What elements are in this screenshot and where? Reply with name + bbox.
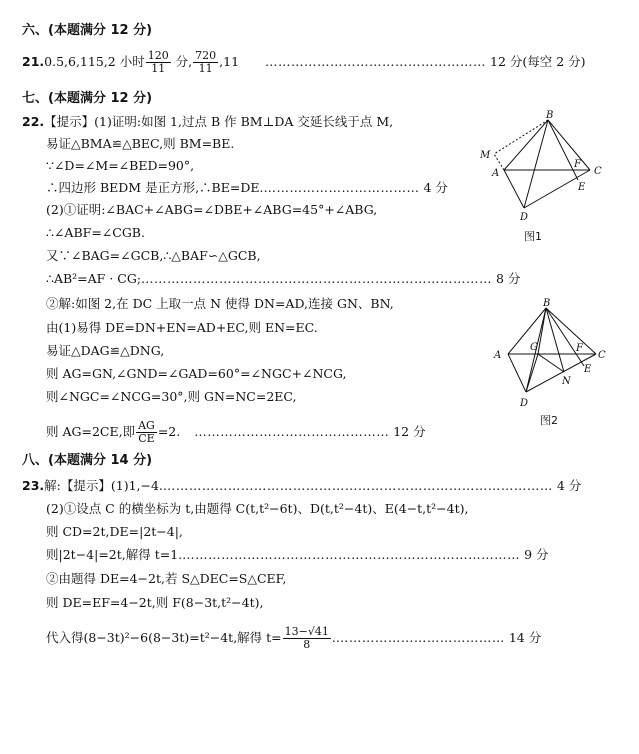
fig2-segment-be: [546, 308, 584, 366]
fig1-label-f: F: [574, 159, 581, 170]
fig1-label-e: E: [578, 182, 586, 193]
q22-line-1: [22, 113, 393, 131]
q22-score-14: 12 分: [389, 424, 426, 439]
question-21-line: [22, 50, 586, 75]
q22-text-8: ∴AB²=AF · CG;: [46, 271, 142, 286]
fig2-segment-bg: [538, 308, 546, 354]
q22-line-10: 由(1)易得 DE=DN+EN=AD+EC,则 EN=EC.: [46, 320, 318, 335]
q21-fraction-1-tail: 分,: [171, 54, 193, 69]
fig2-label-d: D: [520, 398, 529, 409]
q23-line-1: [22, 477, 581, 495]
fig2-label-b: B: [543, 298, 551, 309]
q23-text-7b: .: [331, 630, 336, 645]
q23-leader-dots-4: ……………………………………………………………………: [182, 547, 521, 562]
q22-score-8: 8 分: [492, 271, 521, 286]
q22-text-4: ∴四边形 BEDM 是正方形,∴BE=DE.: [46, 180, 264, 195]
q23-score-1: 4 分: [552, 478, 582, 493]
figure-2-caption: 图2: [540, 414, 558, 427]
q21-fraction-1-denominator: 11: [151, 62, 166, 75]
q23-score-4: 9 分: [520, 547, 549, 562]
q21-score: 12 分(每空 2 分): [486, 54, 586, 69]
q23-line-2: (2)①设点 C 的横坐标为 t,由题得 C(t,t²−6t)、D(t,t²−4t)、E(4−t,t²−4t),: [46, 501, 469, 516]
q23-line-4: [46, 546, 549, 564]
fig2-label-e: E: [584, 364, 592, 375]
q22-leader-dots-8: ………………………………………………………………………: [141, 271, 493, 286]
question-23-number: 23.: [22, 478, 45, 493]
question-21-number: 21.: [22, 54, 45, 69]
q23-line-6: 则 DE=EF=4−2t,则 F(8−3t,t²−4t),: [46, 595, 264, 610]
fig1-label-d: D: [520, 212, 529, 223]
question-22-number: 22.: [22, 114, 45, 129]
q23-leader-dots-1: ………………………………………………………………………………: [162, 478, 553, 493]
fig1-label-c: C: [594, 166, 602, 177]
q22-text-14b: =2.: [157, 424, 181, 439]
q22-text-1: 【提示】(1)证明:如图 1,过点 B 作 BM⊥DA 交延长线于点 M,: [44, 114, 394, 129]
fig2-label-a: A: [494, 350, 502, 361]
q22-line-11: 易证△DAG≌△DNG,: [46, 343, 165, 358]
geometry-figure-1: [474, 110, 614, 230]
q21-leader-dots: ……………………………………………: [265, 54, 487, 69]
fig2-segment-bn: [546, 308, 564, 372]
q22-line-4: [46, 179, 448, 197]
q23-score-7: 14 分: [504, 630, 542, 645]
q21-answers-b: ,11: [219, 54, 240, 69]
q21-fraction-1-numerator: 120: [147, 49, 169, 62]
section-7-heading: 七、(本题满分 12 分): [22, 91, 153, 106]
fig2-segment-bc: [546, 308, 596, 354]
q23-fraction: [283, 626, 331, 651]
q22-line-14: [46, 420, 426, 445]
section-8-heading: 八、(本题满分 14 分): [22, 453, 153, 468]
q22-line-6: ∴∠ABF=∠CGB.: [46, 225, 145, 240]
q23-text-4: 则|2t−4|=2t,解得 t=1.: [46, 547, 183, 562]
q21-fraction-2-numerator: 720: [195, 49, 217, 62]
q22-line-2: 易证△BMA≌△BEC,则 BM=BE.: [46, 136, 235, 151]
q22-line-9: ②解:如图 2,在 DC 上取一点 N 使得 DN=AD,连接 GN、BN,: [46, 296, 394, 311]
fig1-segment-ad: [504, 170, 524, 208]
q22-line-7: 又∵∠BAG=∠GCB,∴△BAF∽△GCB,: [46, 248, 261, 263]
fig2-segment-ad: [508, 354, 526, 392]
q23-fraction-numerator: 13−√41: [284, 625, 329, 638]
fig2-label-f: F: [576, 343, 583, 354]
q23-line-3: 则 CD=2t,DE=|2t−4|,: [46, 524, 183, 539]
q22-line-12: 则 AG=GN,∠GND=∠GAD=60°=∠NGC+∠NCG,: [46, 366, 347, 381]
q23-text-7a: 代入得(8−3t)²−6(8−3t)=t²−4t,解得 t=: [46, 630, 282, 645]
fig1-label-b: B: [546, 110, 554, 121]
q23-text-1: 解:【提示】(1)1,−4.: [44, 478, 163, 493]
q22-line-5: (2)①证明:∠BAC+∠ABG=∠DBE+∠ABG=45°+∠ABG,: [46, 202, 378, 217]
q22-leader-dots-4: ………………………………: [263, 180, 420, 195]
q21-fraction-2: [193, 50, 218, 75]
q22-score-4: 4 分: [419, 180, 448, 195]
q23-leader-dots-7: …………………………………: [335, 630, 505, 645]
figure-1-caption: 图1: [524, 230, 542, 243]
fig2-label-c: C: [598, 350, 606, 361]
q21-fraction-2-denominator: 11: [198, 62, 213, 75]
q22-fraction: [136, 420, 157, 445]
q23-line-7: [46, 626, 541, 651]
q22-fraction-numerator: AG: [138, 419, 155, 432]
fig2-label-n: N: [562, 376, 571, 387]
fig1-label-a: A: [492, 168, 500, 179]
q22-text-14a: 则 AG=2CE,即: [46, 424, 136, 439]
q22-line-8: [46, 270, 520, 288]
fig2-label-g: G: [530, 342, 538, 353]
q22-line-3: ∵∠D=∠M=∠BED=90°,: [46, 158, 195, 173]
q22-fraction-denominator: CE: [138, 432, 155, 445]
fig1-label-m: M: [480, 150, 491, 161]
q23-line-5: ②由题得 DE=4−2t,若 S△DEC=S△CEF,: [46, 571, 287, 586]
q22-leader-dots-14: ………………………………………: [194, 424, 390, 439]
q23-fraction-denominator: 8: [303, 638, 311, 651]
section-6-heading: 六、(本题满分 12 分): [22, 23, 153, 38]
q21-fraction-1: [146, 50, 171, 75]
q21-answers-a: 0.5,6,115,2 小时: [44, 54, 145, 69]
q22-line-13: 则∠NGC=∠NCG=30°,则 GN=NC=2EC,: [46, 389, 297, 404]
geometry-figure-2: [488, 296, 618, 414]
